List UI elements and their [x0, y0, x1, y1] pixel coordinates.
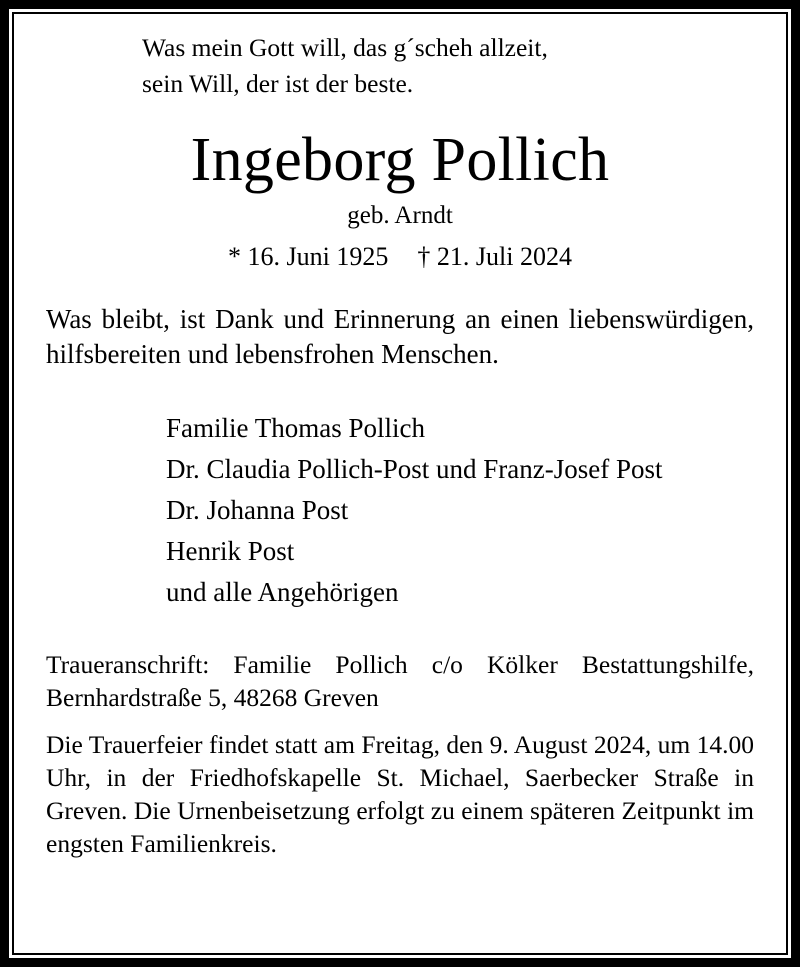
life-dates [34, 241, 766, 272]
list-item: Dr. Claudia Pollich-Post und Franz-Josef Post [166, 454, 663, 485]
death-symbol: † [417, 241, 431, 271]
list-item: Dr. Johanna Post [166, 495, 349, 526]
verse-line-2: sein Will, der ist der beste. [142, 69, 414, 99]
deceased-name: Ingeborg Pollich [190, 126, 610, 195]
verse-line-1: Was mein Gott will, das g´scheh allzeit, [142, 33, 548, 62]
birth-date: 16. Juni 1925 [247, 241, 389, 271]
obituary-notice [34, 30, 766, 943]
service-details-block [34, 649, 766, 860]
list-item: und alle Angehörigen [166, 577, 399, 608]
birth-symbol: * [228, 241, 242, 271]
list-item: Familie Thomas Pollich [166, 413, 425, 444]
memorial-verse [142, 30, 766, 102]
maiden-name: geb. Arndt [347, 201, 453, 229]
survivors-list [34, 408, 766, 613]
deceased-name-block [34, 128, 766, 272]
obituary-inner-frame [12, 12, 788, 955]
memorial-message: Was bleibt, ist Dank und Erinnerung an einen liebenswürdigen, hilfsbereiten und lebensfrohen Menschen. [46, 304, 754, 370]
list-item: Henrik Post [166, 536, 295, 567]
death-date: 21. Juli 2024 [436, 241, 572, 271]
funeral-service-details: Die Trauerfeier findet statt am Freitag, den 9. August 2024, um 14.00 Uhr, in der Friedhofskapelle St. Michael, Saerbecker Straße in Greven. Die Urnenbeisetzung erfolgt zu einem späteren Zeitpunkt im engsten Familienkreis. [46, 730, 754, 858]
mourning-address: Traueranschrift: Familie Pollich c/o Kölker Bestattungshilfe, Bernhardstraße 5, 48268 Greven [46, 650, 754, 713]
